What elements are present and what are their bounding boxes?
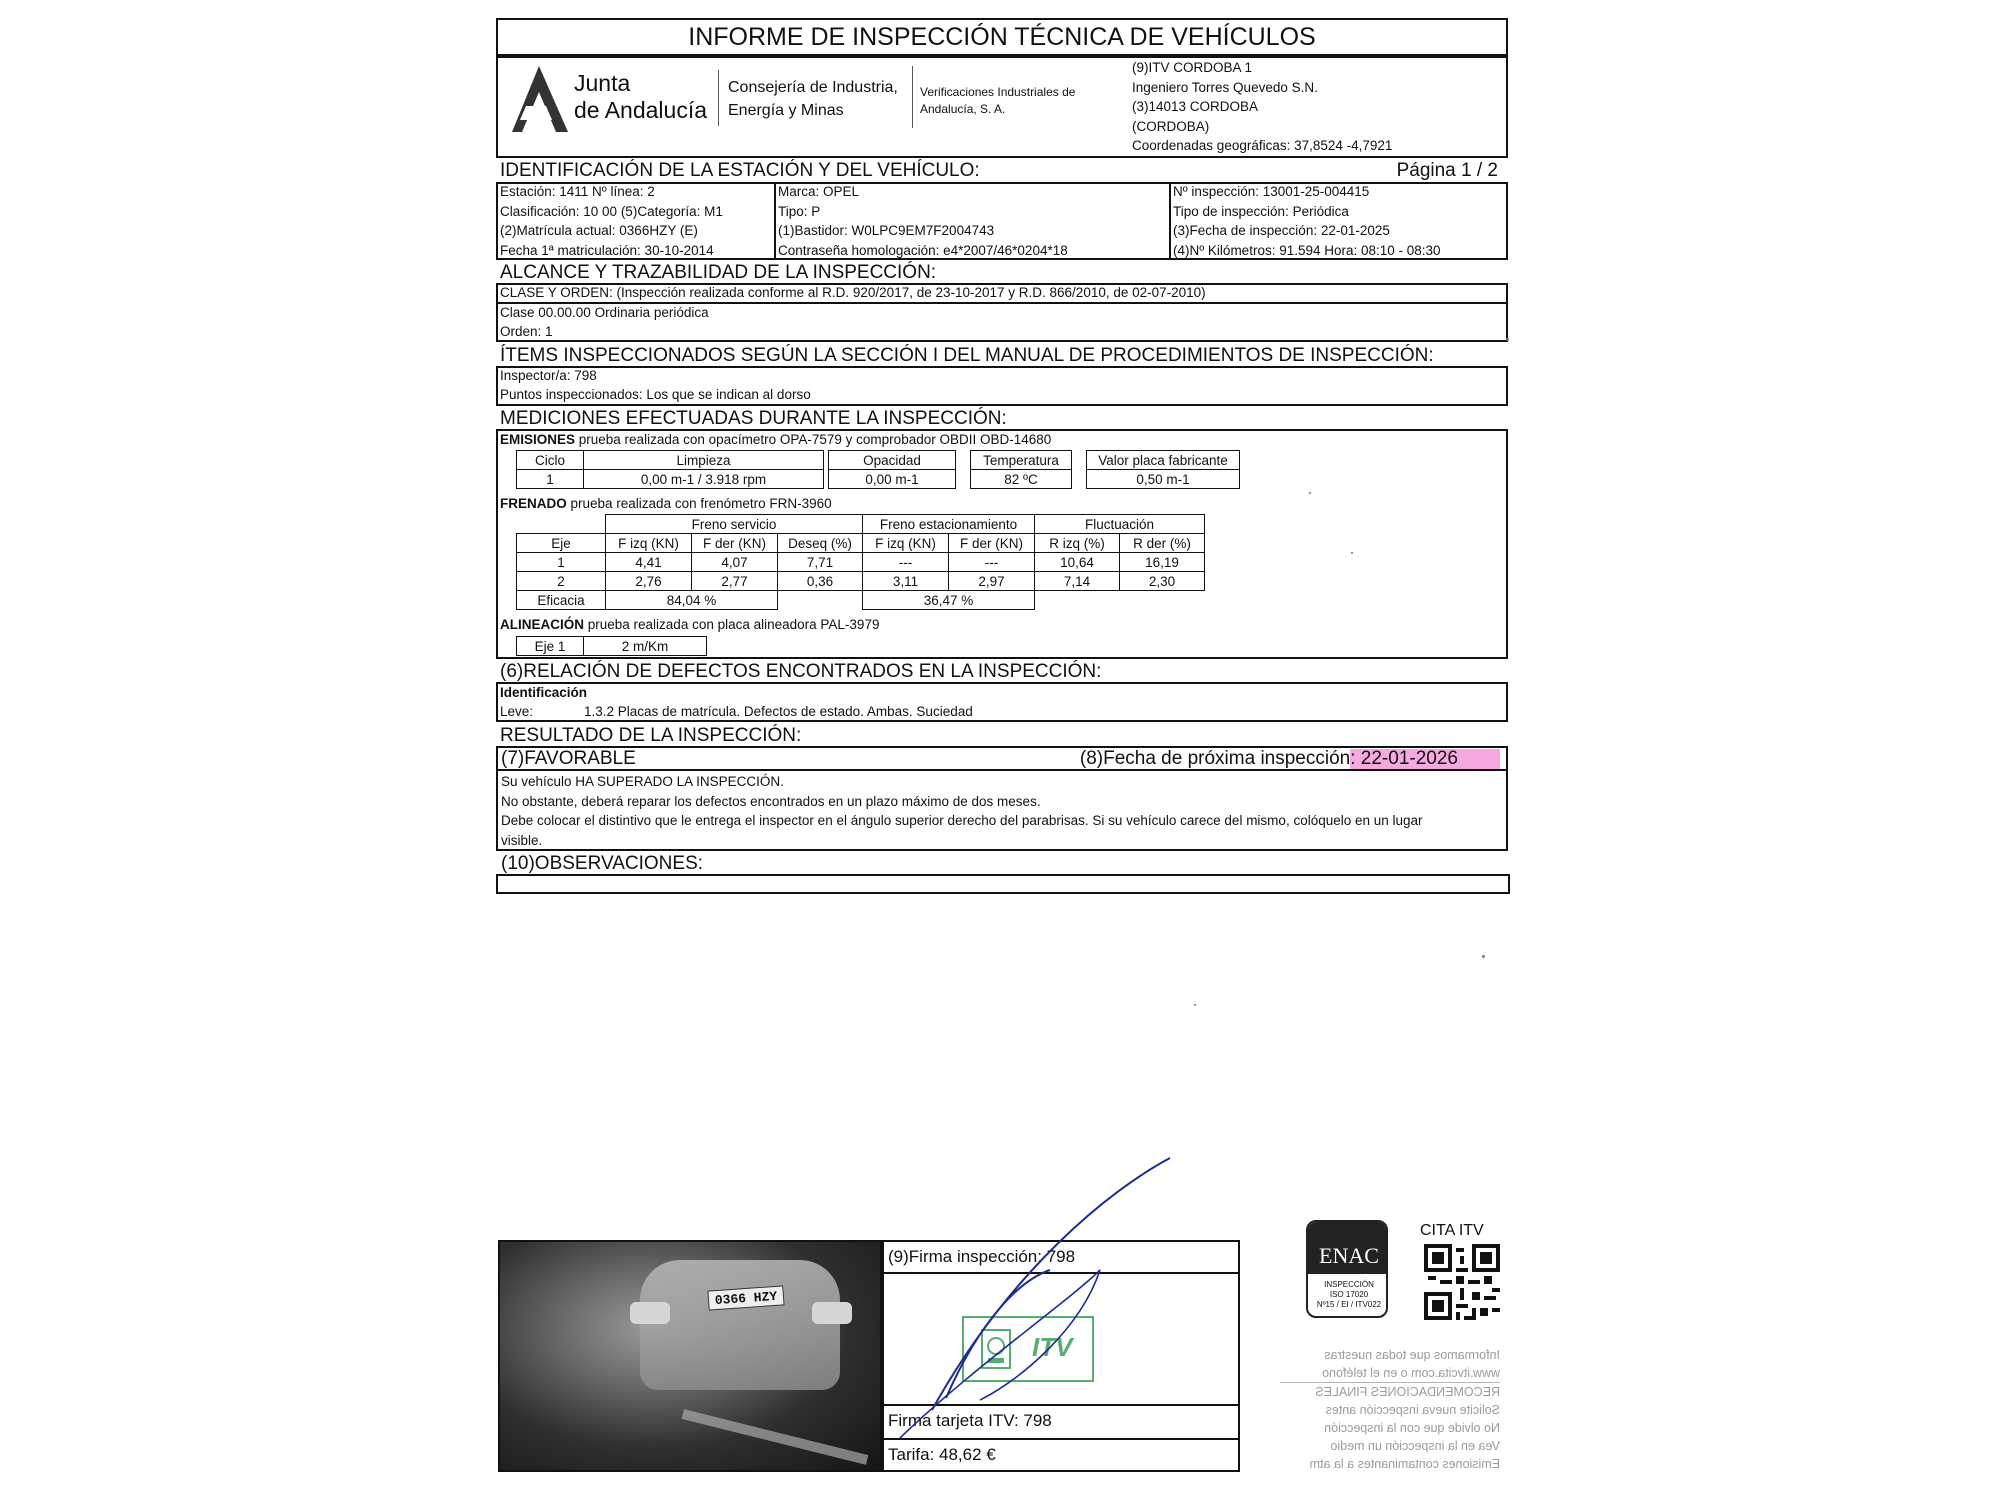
brake-cell: 16,19: [1120, 553, 1205, 572]
clase-orden-text: CLASE Y ORDEN: (Inspección realizada conforme al R.D. 920/2017, de 23-10-2017 y R.D. 866/2010, de 02-07-2010): [500, 285, 1206, 300]
clase-text: Clase 00.00.00 Ordinaria periódica: [500, 305, 709, 320]
resultado-line: visible.: [501, 832, 543, 848]
emissions-table-placa: [1086, 450, 1240, 489]
car-rear-light: [812, 1302, 852, 1324]
frenado-description: prueba realizada con frenómetro FRN-3960: [566, 496, 832, 511]
emissions-header: Opacidad: [829, 451, 956, 470]
eficacia-servicio: 84,04 %: [606, 591, 778, 610]
brake-cell: ---: [863, 553, 949, 572]
section-title-items: ÍTEMS INSPECCIONADOS SEGÚN LA SECCIÓN I DEL MANUAL DE PROCEDIMIENTOS DE INSPECCIÓN:: [500, 345, 1434, 366]
scan-speck: [1482, 955, 1485, 958]
resultado-line: Su vehículo HA SUPERADO LA INSPECCIÓN.: [501, 774, 784, 789]
brake-cell: 7,71: [778, 553, 863, 572]
station-address-line: (3)14013 CORDOBA: [1132, 99, 1259, 114]
vehicle-photo: [498, 1240, 882, 1472]
alineacion-description: prueba realizada con placa alineadora PAL-3979: [584, 617, 880, 632]
bleed-line: Vea en la inspección un medio: [1330, 1439, 1500, 1453]
section-title-alcance: ALCANCE Y TRAZABILIDAD DE LA INSPECCIÓN:: [500, 262, 937, 283]
brake-col-header: R izq (%): [1035, 534, 1120, 553]
license-plate: 0366 HZY: [707, 1285, 784, 1310]
proxima-label: (8)Fecha de próxima inspección:: [1079, 748, 1361, 769]
brake-group-header: Fluctuación: [1035, 515, 1205, 534]
id-col-divider: [774, 182, 776, 260]
proxima-fecha: 22-01-2026: [1360, 748, 1458, 769]
emisiones-description: prueba realizada con opacímetro OPA-7579 y comprobador OBDII OBD-14680: [575, 432, 1052, 447]
brake-col-header: F der (KN): [949, 534, 1035, 553]
junta-andalucia-logo-icon: [512, 66, 568, 132]
bleed-line: Solicite nueva inspección antes: [1325, 1403, 1500, 1417]
alineacion-header: [500, 615, 879, 635]
brake-cell: 4,41: [606, 553, 692, 572]
bleed-line: Informamos que todas nuestras: [1324, 1348, 1500, 1362]
defecto-leve-text: 1.3.2 Placas de matrícula. Defectos de estado. Ambas. Suciedad: [584, 704, 973, 719]
car-body: [640, 1260, 840, 1390]
alignment-eje: Eje 1: [517, 637, 584, 656]
bleed-line: Emisiones contaminantes a la atm: [1309, 1457, 1500, 1471]
table-row: [517, 553, 1205, 572]
brake-cell: 2,97: [949, 572, 1035, 591]
brake-cell: 10,64: [1035, 553, 1120, 572]
station-coordinates: Coordenadas geográficas: 37,8524 -4,7921: [1132, 138, 1393, 153]
section-title-mediciones: MEDICIONES EFECTUADAS DURANTE LA INSPECCIÓN:: [500, 408, 1007, 429]
orden-text: Orden: 1: [500, 324, 553, 339]
brake-cell: 2,76: [606, 572, 692, 591]
section-title-observaciones: (10)OBSERVACIONES:: [501, 853, 704, 874]
emissions-header: Valor placa fabricante: [1087, 451, 1240, 470]
brake-col-header: F der (KN): [692, 534, 778, 553]
proxima-inspeccion: [1000, 748, 1458, 770]
section-title-defectos: (6)RELACIÓN DE DEFECTOS ENCONTRADOS EN LA INSPECCIÓN:: [500, 661, 1102, 682]
scan-speck: [1506, 338, 1509, 341]
road-stripe: [682, 1409, 869, 1465]
station-address: [1132, 58, 1392, 156]
brake-cell: 7,14: [1035, 572, 1120, 591]
emissions-header: Ciclo: [517, 451, 584, 470]
eficacia-label: Eficacia: [517, 591, 606, 610]
handwritten-signature-icon: [860, 1150, 1190, 1440]
emissions-table-opacidad: [828, 450, 956, 489]
alignment-value: 2 m/Km: [584, 637, 707, 656]
brake-col-header: Eje: [517, 534, 606, 553]
emissions-header: Temperatura: [971, 451, 1072, 470]
brake-group-header: Freno servicio: [606, 515, 863, 534]
resultado-line: Debe colocar el distintivo que le entrega el inspector en el ángulo superior derecho del parabrisas. Si su vehículo carece del mismo, colóquelo en un lugar: [501, 813, 1423, 828]
inspector-text: Inspector/a: 798: [500, 368, 597, 383]
brake-cell: 1: [517, 553, 606, 572]
report-title: INFORME DE INSPECCIÓN TÉCNICA DE VEHÍCULOS: [688, 23, 1316, 51]
emissions-header: Limpieza: [584, 451, 824, 470]
id-line: (1)Bastidor: W0LPC9EM7F2004743: [778, 223, 995, 238]
id-line: Marca: OPEL: [778, 184, 860, 199]
brake-cell: 2: [517, 572, 606, 591]
emissions-cell: 0,50 m-1: [1087, 470, 1240, 489]
emissions-cell: 0,00 m-1 / 3.918 rpm: [584, 470, 824, 489]
observaciones-box: [496, 874, 1510, 894]
enac-sub: ISO 17020: [1329, 1290, 1369, 1299]
emissions-table-temperatura: [970, 450, 1072, 489]
page-number: Página 1 / 2: [1396, 160, 1498, 181]
defecto-leve-label: Leve:: [500, 704, 534, 719]
verificaciones-line1: Verificaciones Industriales de: [920, 85, 1076, 99]
enac-sub: Nº15 / EI / ITV022: [1316, 1300, 1382, 1309]
id-line: (2)Matrícula actual: 0366HZY (E): [500, 223, 698, 238]
brake-group-header: Freno estacionamiento: [863, 515, 1035, 534]
brake-cell: 4,07: [692, 553, 778, 572]
station-vehicle-col: [500, 182, 723, 260]
resultado-favorable: (7)FAVORABLE: [501, 748, 636, 769]
id-line: Tipo de inspección: Periódica: [1173, 203, 1349, 219]
brake-col-header: Deseq (%): [778, 534, 863, 553]
id-line: Nº inspección: 13001-25-004415: [1173, 184, 1370, 199]
brake-col-header: F izq (KN): [863, 534, 949, 553]
id-line: (4)Nº Kilómetros: 91.594 Hora: 08:10 - 08:30: [1173, 242, 1441, 258]
scan-speck: [1309, 492, 1311, 494]
enac-label: ENAC: [1319, 1243, 1379, 1268]
brake-cell: 2,30: [1120, 572, 1205, 591]
brake-corner: [517, 515, 606, 534]
junta-name-line2: de Andalucía: [574, 97, 708, 123]
emissions-cell: 82 ºC: [971, 470, 1072, 489]
tarifa: Tarifa: 48,62 €: [888, 1445, 996, 1464]
brake-cell: 2,77: [692, 572, 778, 591]
mirrored-bleed-through-text: [1280, 1346, 1500, 1476]
id-col-divider: [1169, 182, 1171, 260]
stamp-text: ITV: [1032, 1332, 1073, 1362]
brake-col-header: F izq (KN): [606, 534, 692, 553]
station-address-line: Ingeniero Torres Quevedo S.N.: [1132, 79, 1318, 95]
brake-gap: [1035, 591, 1205, 610]
eficacia-estacionamiento: 36,47 %: [863, 591, 1035, 610]
junta-name-line1: Junta: [574, 70, 631, 96]
brake-table: [516, 514, 1205, 610]
emisiones-header: [500, 430, 1051, 450]
section-title-identificacion: IDENTIFICACIÓN DE LA ESTACIÓN Y DEL VEHÍCULO:: [500, 160, 980, 181]
consejeria-line1: Consejería de Industria,: [728, 79, 898, 96]
header-divider: [912, 66, 913, 128]
qr-code-icon[interactable]: [1424, 1244, 1500, 1320]
puntos-text: Puntos inspeccionados: Los que se indican al dorso: [500, 387, 811, 402]
alineacion-label: ALINEACIÓN: [500, 617, 584, 632]
firma-tarjeta: Firma tarjeta ITV: 798: [888, 1411, 1052, 1430]
id-line: Fecha 1ª matriculación: 30-10-2014: [500, 242, 714, 258]
verificaciones-line2: Andalucía, S. A.: [920, 102, 1006, 116]
firma-inspeccion: (9)Firma inspección: 798: [888, 1247, 1076, 1266]
header-divider: [718, 70, 719, 126]
defectos-identificacion: Identificación: [500, 685, 588, 700]
scan-speck: [1194, 1004, 1196, 1006]
brake-cell: 3,11: [863, 572, 949, 591]
station-address-line: (CORDOBA): [1132, 118, 1210, 134]
id-line: Tipo: P: [778, 203, 821, 219]
consejeria-line2: Energía y Minas: [728, 102, 844, 119]
brake-gap: [778, 591, 863, 610]
car-rear-light: [630, 1302, 670, 1324]
frenado-label: FRENADO: [500, 496, 567, 511]
brake-cell: ---: [949, 553, 1035, 572]
scan-speck: [1351, 552, 1353, 554]
id-line: Clasificación: 10 00 (5)Categoría: M1: [500, 203, 723, 219]
station-address-line: (9)ITV CORDOBA 1: [1132, 60, 1253, 75]
bleed-line: No olvide que con la inspección: [1324, 1421, 1500, 1435]
bleed-line: www.itvcita.com o en el teléfono: [1322, 1366, 1500, 1380]
bleed-line: RECOMENDACIONES FINALES: [1280, 1382, 1500, 1401]
inspection-col: [1173, 182, 1441, 260]
id-line: (3)Fecha de inspección: 22-01-2025: [1173, 223, 1390, 238]
enac-logo: [1306, 1220, 1388, 1318]
cita-itv-label: CITA ITV: [1420, 1222, 1484, 1239]
resultado-text: [501, 772, 1423, 850]
alignment-table: [516, 636, 707, 656]
brake-col-header: R der (%): [1120, 534, 1205, 553]
id-line: Estación: 1411 Nº línea: 2: [500, 184, 655, 199]
frenado-header: [500, 494, 832, 514]
emissions-cell: 0,00 m-1: [829, 470, 956, 489]
resultado-line: No obstante, deberá reparar los defectos encontrados en un plazo máximo de dos meses.: [501, 793, 1041, 809]
emissions-table-cycle: [516, 450, 824, 489]
emisiones-label: EMISIONES: [500, 432, 576, 447]
enac-sub: INSPECCIÓN: [1324, 1280, 1374, 1289]
vehicle-make-col: [778, 182, 1068, 260]
table-row: [517, 572, 1205, 591]
brake-cell: 0,36: [778, 572, 863, 591]
id-line: Contraseña homologación: e4*2007/46*0204*18: [778, 242, 1068, 258]
emissions-cell: 1: [517, 470, 584, 489]
section-title-resultado: RESULTADO DE LA INSPECCIÓN:: [500, 725, 802, 746]
